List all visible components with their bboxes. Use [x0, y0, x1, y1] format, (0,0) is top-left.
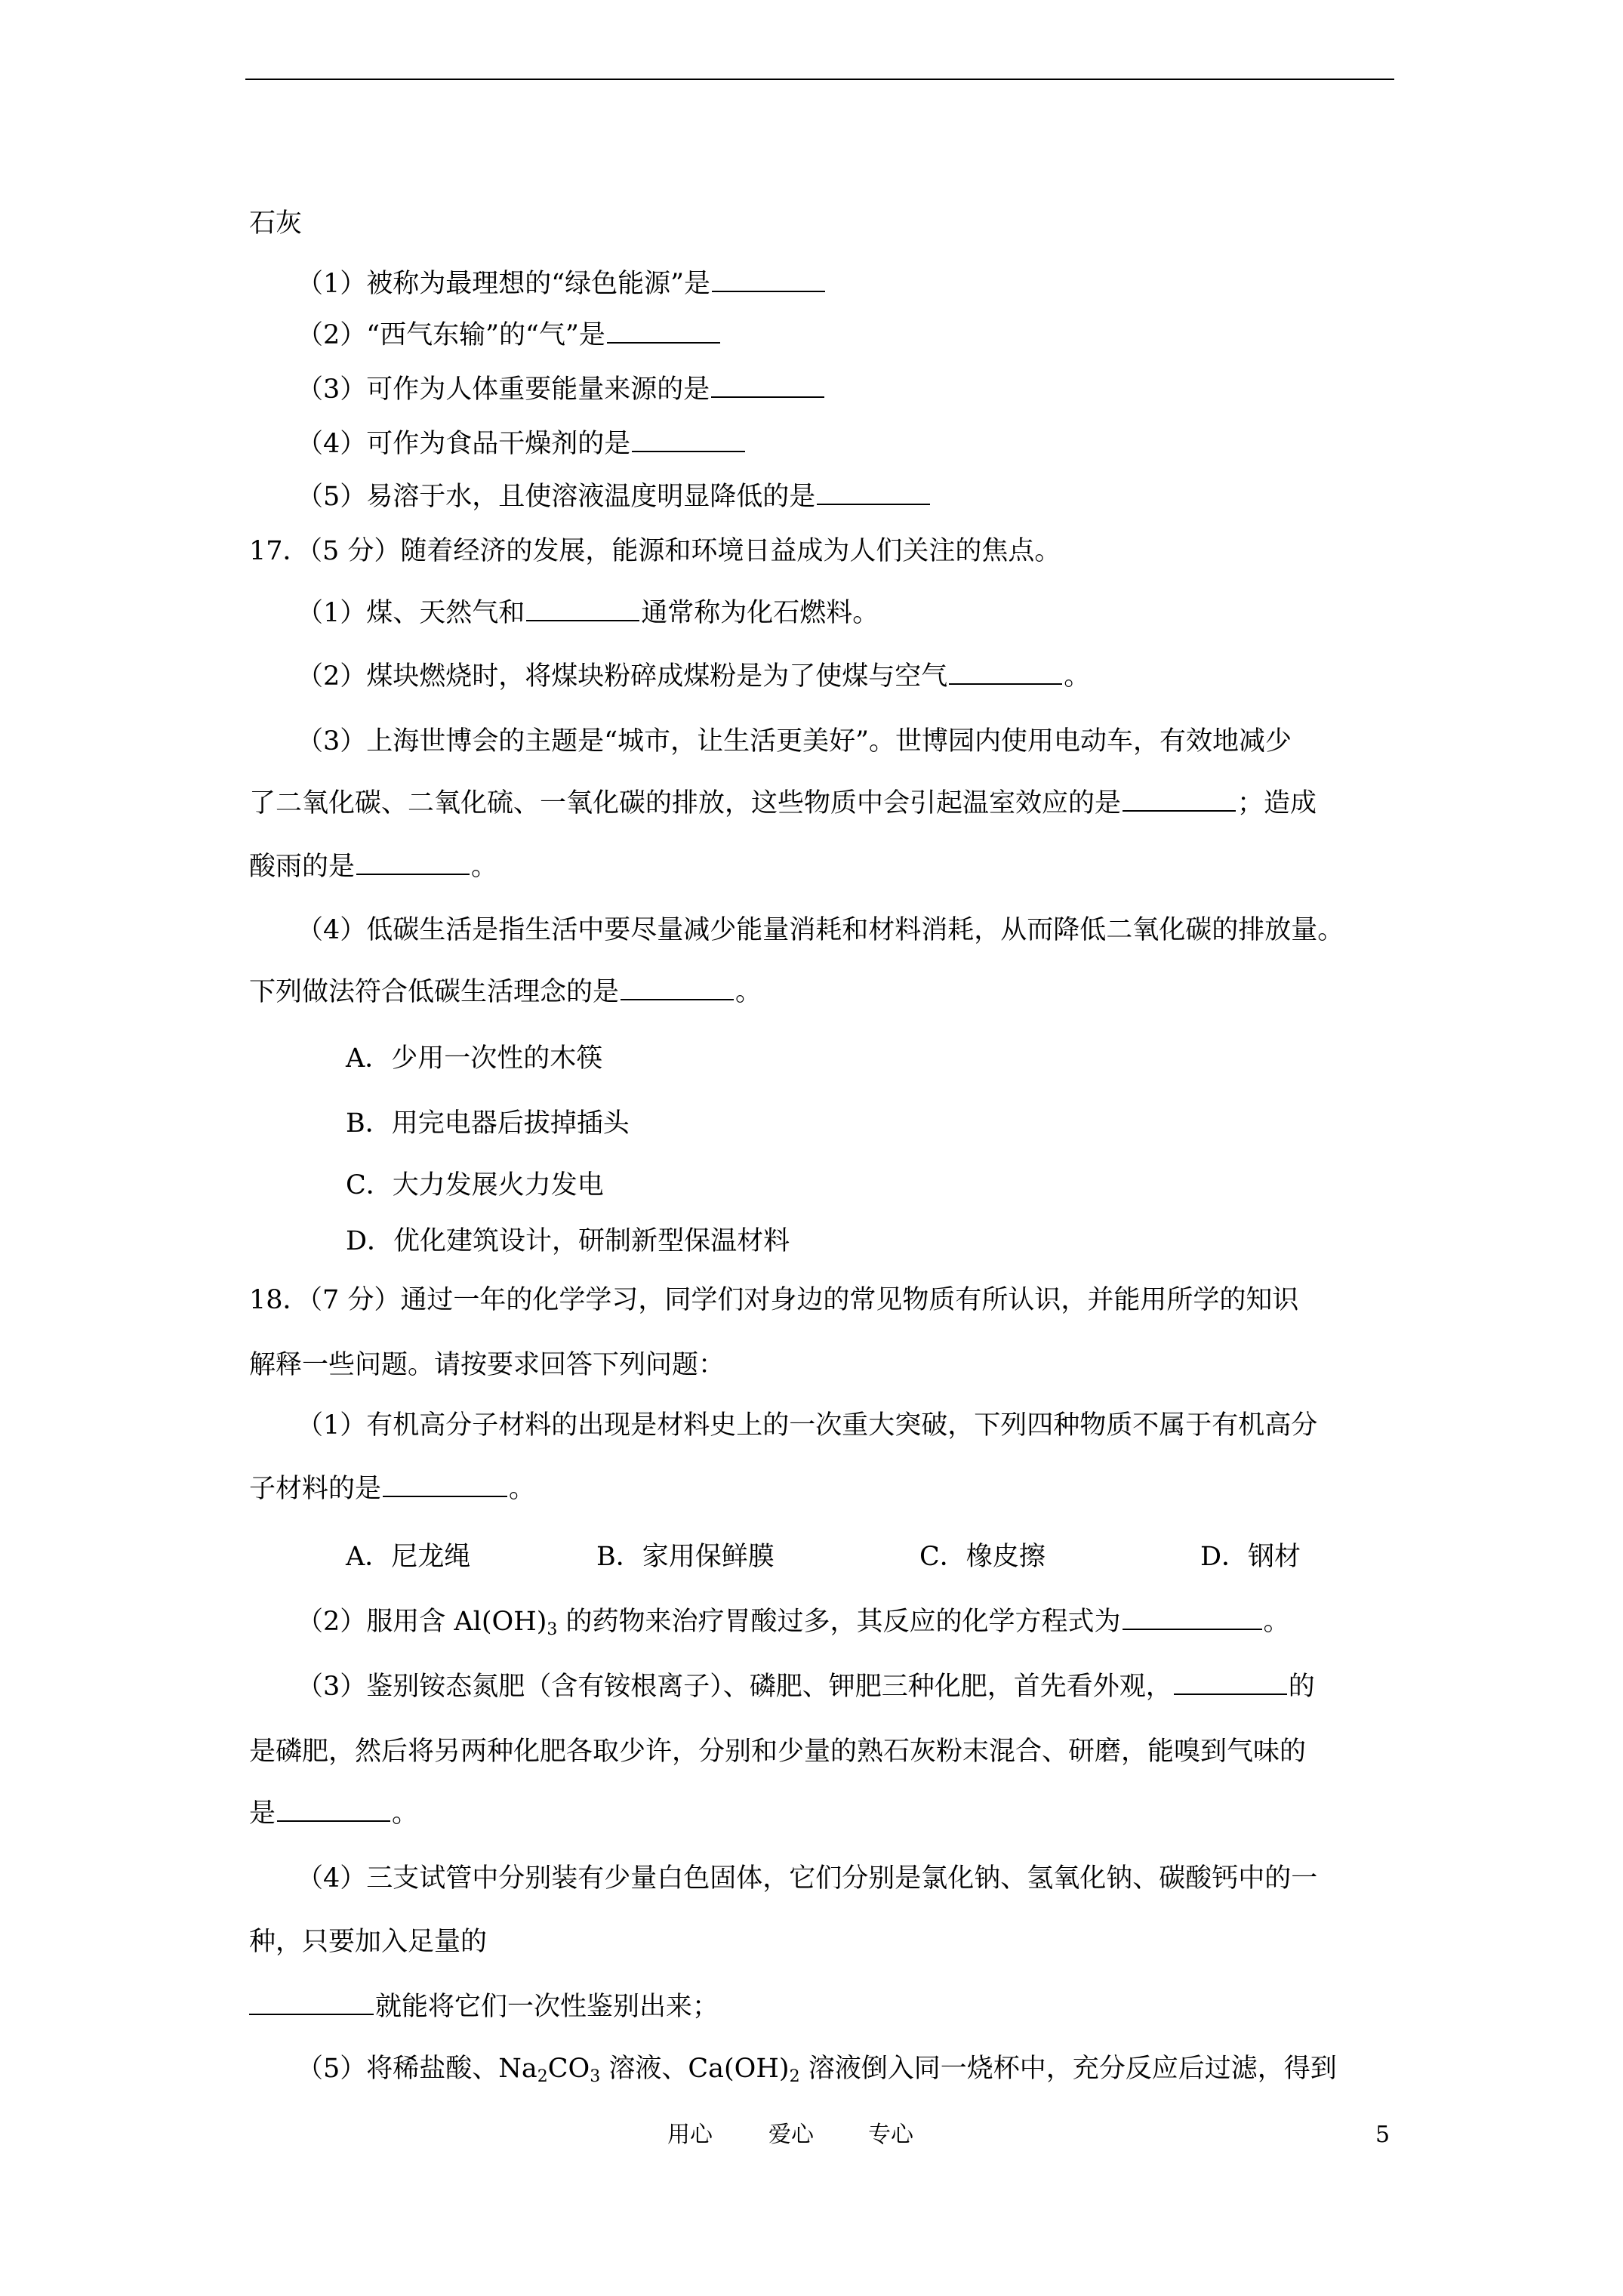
answer-blank[interactable] — [526, 597, 639, 621]
q17-part-4-line-1: （4）低碳生活是指生活中要尽量减少能量消耗和材料消耗，从而降低二氧化碳的排放量。 — [297, 915, 1344, 945]
q18-stem-line-1: 18．（7 分）通过一年的化学学习，同学们对身边的常见物质有所认识，并能用所学的知识 — [249, 1285, 1299, 1315]
answer-blank[interactable] — [1174, 1671, 1287, 1695]
q16-item-5: （5）易溶于水，且使溶液温度明显降低的是 — [297, 480, 932, 513]
q17-part-3-line-1: （3）上海世博会的主题是“城市，让生活更美好”。世博园内使用电动车，有效地减少 — [297, 726, 1292, 757]
answer-blank[interactable] — [712, 268, 825, 292]
q18-part-1-line-1: （1）有机高分子材料的出现是材料史上的一次重大突破，下列四种物质不属于有机高分 — [297, 1410, 1318, 1441]
q17-part-3-line-3: 酸雨的是 。 — [249, 852, 498, 882]
answer-blank[interactable] — [1123, 787, 1236, 812]
q17-part-2: （2）煤块燃烧时，将煤块粉碎成煤粉是为了使煤与空气 。 — [297, 661, 1091, 692]
q18-part-3-line-2: 是磷肥，然后将另两种化肥各取少许，分别和少量的熟石灰粉末混合、研磨，能嗅到气味的 — [249, 1737, 1307, 1767]
q17-option-a: A．少用一次性的木筷 — [346, 1043, 603, 1074]
footer-motto-middle: 爱心 — [768, 2122, 814, 2148]
q17-option-b: B．用完电器后拔掉插头 — [346, 1108, 630, 1139]
answer-blank[interactable] — [1123, 1606, 1262, 1630]
answer-blank[interactable] — [607, 319, 720, 344]
answer-blank[interactable] — [277, 1798, 390, 1822]
answer-blank[interactable] — [383, 1473, 507, 1497]
answer-blank[interactable] — [621, 976, 734, 1000]
q18-part-1-line-2: 子材料的是 。 — [249, 1474, 536, 1504]
q17-part-1: （1）煤、天然气和 通常称为化石燃料。 — [297, 598, 879, 628]
q18-part-3-line-1: （3）鉴别铵态氮肥（含有铵根离子）、磷肥、钾肥三种化肥，首先看外观， 的 — [297, 1672, 1315, 1702]
q18-part-4-line-2: 种，只要加入足量的 — [249, 1927, 488, 1957]
q17-part-4-line-2: 下列做法符合低碳生活理念的是 。 — [249, 977, 762, 1007]
q18-part-4-line-1: （4）三支试管中分别装有少量白色固体，它们分别是氯化钠、氢氧化钠、碳酸钙中的一 — [297, 1863, 1318, 1894]
q18-stem-line-2: 解释一些问题。请按要求回答下列问题： — [249, 1350, 725, 1380]
answer-blank[interactable] — [949, 661, 1062, 685]
answer-blank[interactable] — [249, 1991, 374, 2015]
q17-option-c: C．大力发展火力发电 — [346, 1170, 604, 1200]
q18-part-2: （2）服用含 $Al(OH)_3$ 的药物来治疗胃酸过多，其反应的化学方程式为 。 — [297, 1607, 1290, 1639]
q17-stem: 17．（5 分）随着经济的发展，能源和环境日益成为人们关注的焦点。 — [249, 536, 1061, 566]
q18-option-c: C．橡皮擦 — [919, 1542, 1046, 1572]
answer-blank[interactable] — [711, 374, 824, 398]
header-rule — [245, 79, 1394, 80]
q16-item-3: （3）可作为人体重要能量来源的是 — [297, 373, 826, 406]
q16-item-2: （2）“西气东输”的“气”是 — [297, 319, 722, 352]
q18-part-3-line-3: 是 。 — [249, 1798, 419, 1829]
q18-part-4-line-3: 就能将它们一次性鉴别出来； — [249, 1990, 719, 2023]
q17-part-3-line-2: 了二氧化碳、二氧化硫、一氧化碳的排放，这些物质中会引起温室效应的是 ；造成 — [249, 788, 1317, 818]
q18-option-b: B．家用保鲜膜 — [596, 1542, 775, 1572]
answer-blank[interactable] — [632, 428, 745, 452]
q16-item-1: （1）被称为最理想的“绿色能源”是 — [297, 267, 827, 300]
footer-motto-right: 专心 — [868, 2122, 913, 2148]
page-number: 5 — [1375, 2122, 1390, 2148]
q17-option-d: D．优化建筑设计，研制新型保温材料 — [346, 1226, 790, 1256]
q16-continuation: 石灰 — [249, 208, 303, 239]
q18-part-5: （5）将稀盐酸、$Na_2CO_3$ 溶液、$Ca(OH)_2$ 溶液倒入同一烧杯中，充分反应后过滤，得到 — [297, 2054, 1337, 2086]
answer-blank[interactable] — [356, 851, 470, 875]
answer-blank[interactable] — [817, 481, 930, 505]
q18-option-a: A．尼龙绳 — [346, 1542, 471, 1572]
q16-item-4: （4）可作为食品干燥剂的是 — [297, 427, 747, 461]
q18-option-d: D．钢材 — [1200, 1542, 1301, 1572]
footer-motto-left: 用心 — [667, 2122, 713, 2148]
